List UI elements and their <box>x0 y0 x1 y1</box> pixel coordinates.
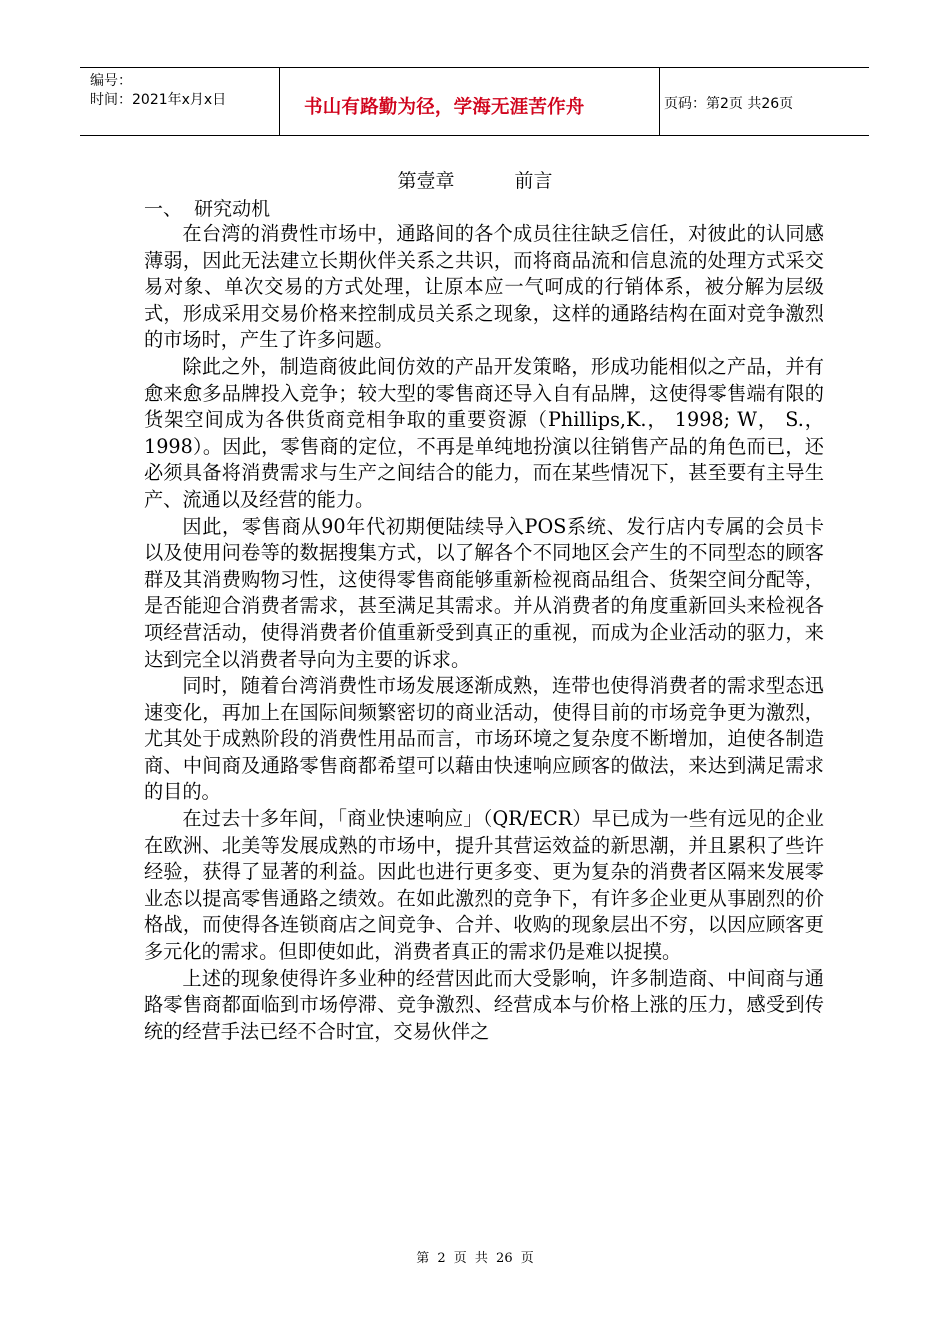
section-heading: 一、 研究动机 <box>144 198 271 220</box>
header-meta <box>80 68 280 135</box>
time-label: 时间：2021年x月x日 <box>90 92 227 108</box>
body-text <box>144 221 824 1045</box>
number-label: 编号： <box>90 73 132 89</box>
paragraph: 在过去十多年间，「商业快速响应」（QR/ECR）早已成为一些有远见的企业在欧洲、北美等发展成熟的市场中，提升其营运效益的新思潮，并且累积了些许经验，获得了显著的利益。因此也进行更多变、更为复杂的消费者区隔来发展零业态以提高零售通路之绩效。在如此激烈的竞争下，有许多企业更从事剧烈的价格战，而使得各连锁商店之间竞争、合并、收购的现象层出不穷，以因应顾客更多元化的需求。但即使如此，消费者真正的需求仍是难以捉摸。 <box>144 807 824 964</box>
paragraph: 在台湾的消费性市场中，通路间的各个成员往往缺乏信任，对彼此的认同感薄弱，因此无法建立长期伙伴关系之共识，而将商品流和信息流的处理方式采交易对象、单次交易的方式处理，让原本应一气呵成的行销体系，被分解为层级式，形成采用交易价格来控制成员关系之现象，这样的通路结构在面对竞争激烈的市场时，产生了许多问题。 <box>144 222 824 352</box>
header-page-info: 页码：第2页 共26页 <box>664 96 794 112</box>
chapter-title: 第壹章 前言 <box>397 170 553 192</box>
header-motto-cell <box>280 68 660 135</box>
page-header <box>80 67 869 136</box>
header-motto: 书山有路勤为径，学海无涯苦作舟 <box>304 97 585 118</box>
paragraph: 同时，随着台湾消费性市场发展逐渐成熟，连带也使得消费者的需求型态迅速变化，再加上在国际间频繁密切的商业活动，使得目前的市场竞争更为激烈，尤其处于成熟阶段的消费性用品而言，市场环境之复杂度不断增加，迫使各制造商、中间商及通路零售商都希望可以藉由快速响应顾客的做法，来达到满足需求的目的。 <box>144 674 824 804</box>
paragraph: 上述的现象使得许多业种的经营因此而大受影响，许多制造商、中间商与通路零售商都面临到市场停滞、竞争激烈、经营成本与价格上涨的压力，感受到传统的经营手法已经不合时宜，交易伙伴之 <box>144 966 824 1043</box>
page-footer: 第 2 页 共 26 页 <box>416 1251 534 1266</box>
paragraph: 因此，零售商从90年代初期便陆续导入POS系统、发行店内专属的会员卡以及使用问卷等的数据搜集方式，以了解各个不同地区会产生的不同型态的顾客群及其消费购物习性，这使得零售商能够重新检视商品组合、货架空间分配等，是否能迎合消费者需求，甚至满足其需求。并从消费者的角度重新回头来检视各项经营活动，使得消费者价值重新受到真正的重视，而成为企业活动的驱力，来达到完全以消费者导向为主要的诉求。 <box>144 514 824 671</box>
header-page-cell <box>660 68 869 135</box>
paragraph: 除此之外，制造商彼此间仿效的产品开发策略，形成功能相似之产品，并有愈来愈多品牌投入竞争；较大型的零售商还导入自有品牌，这使得零售端有限的货架空间成为各供货商竞相争取的重要资源（Phillips,K.， 1998; W， S.， 1998）。因此，零售商的定位，不再是单纯地扮演以往销售产品的角色而已，还必须具备将消费需求与生产之间结合的能力，而在某些情况下，甚至要有主导生产、流通以及经营的能力。 <box>144 354 824 511</box>
